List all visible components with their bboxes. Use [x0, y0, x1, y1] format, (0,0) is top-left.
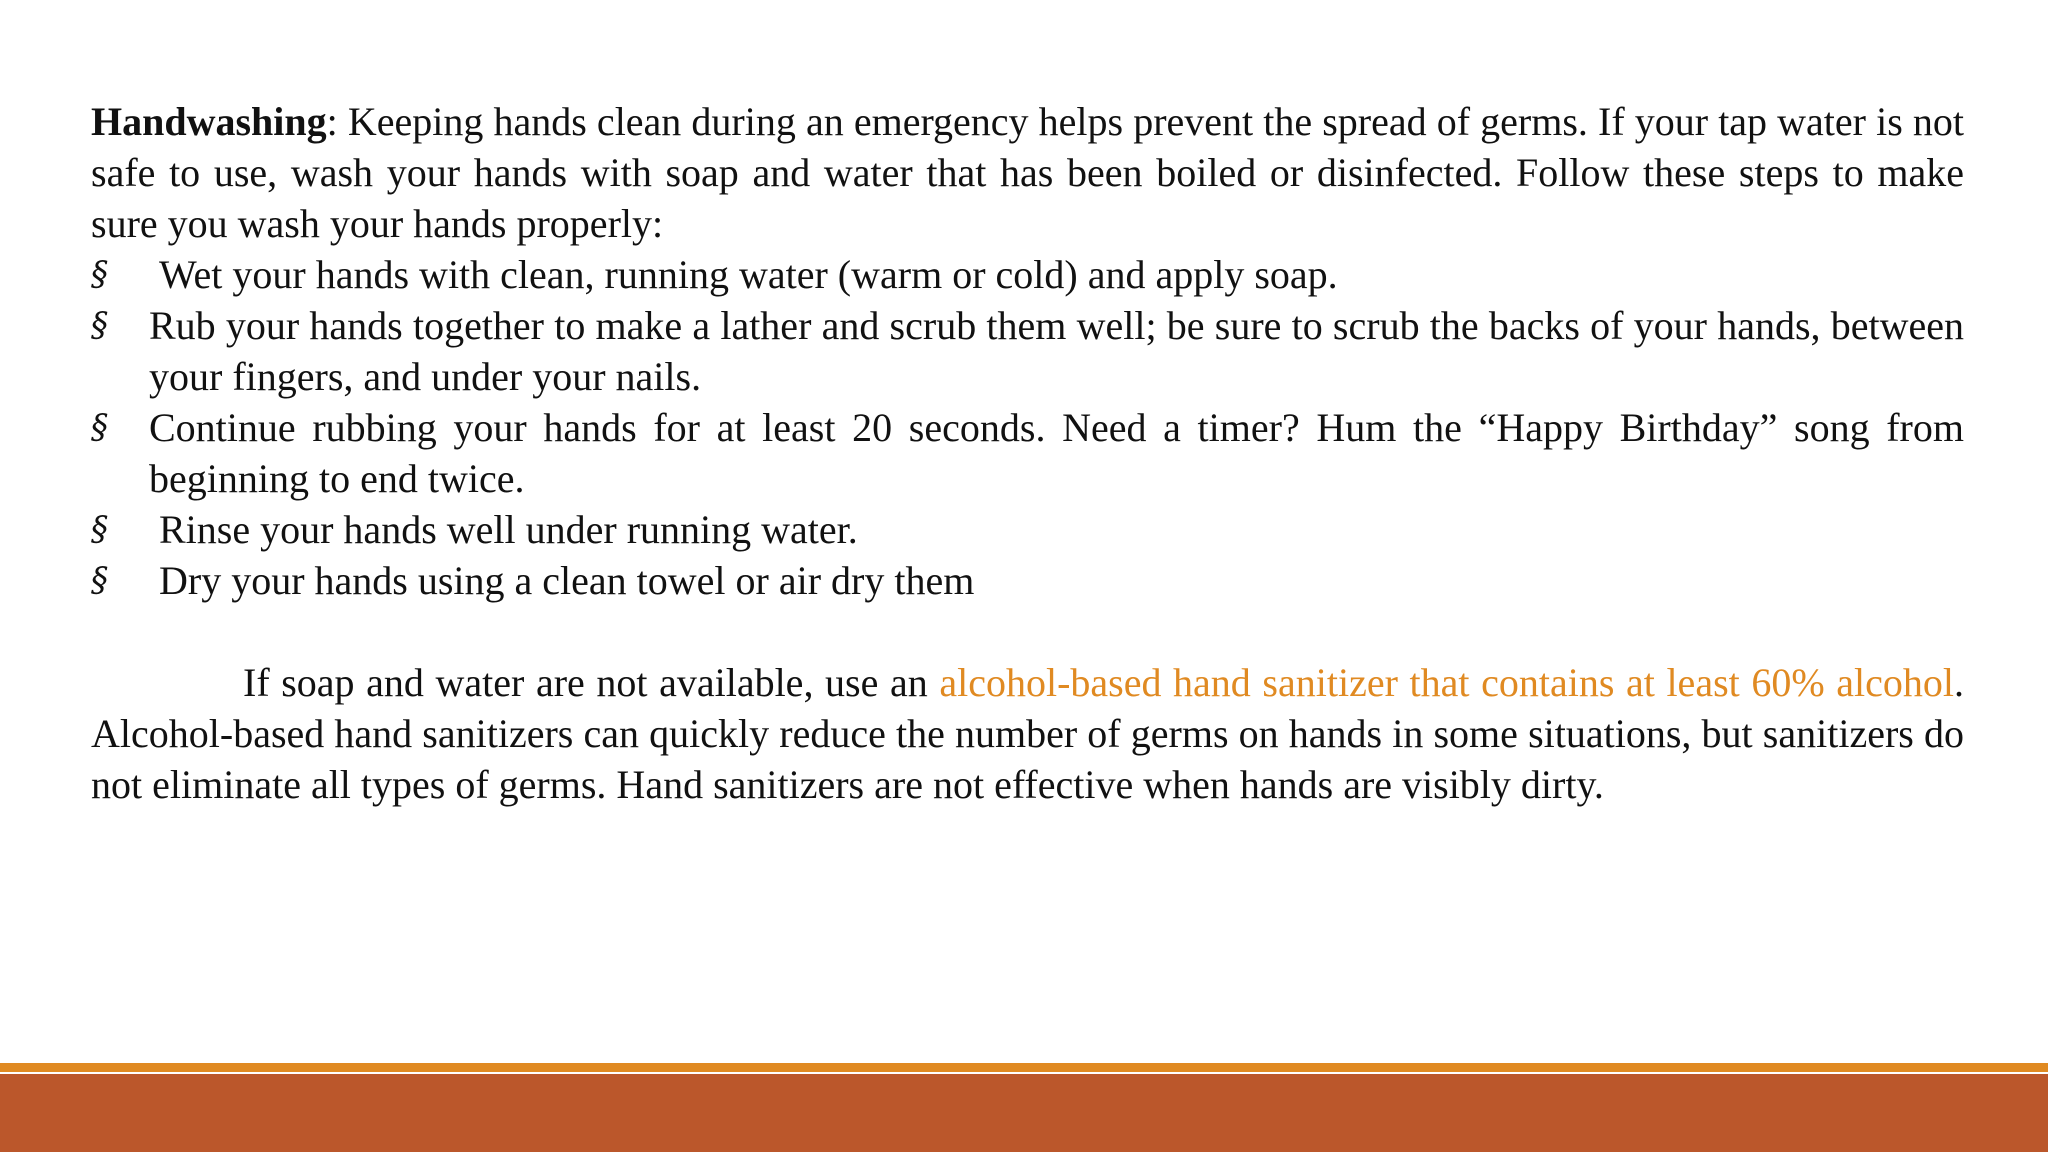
list-item — [91, 249, 1964, 300]
section-sign-icon: § — [91, 560, 108, 600]
section-sign-icon: § — [91, 407, 108, 447]
step-text: Rinse your hands well under running water. — [159, 507, 858, 552]
sanitizer-highlight: alcohol-based hand sanitizer that contains at least 60% alcohol — [939, 660, 1955, 705]
list-item — [91, 402, 1964, 504]
step-text: Rub your hands together to make a lather and scrub them well; be sure to scrub the backs of your hands, between your fingers, and under your nails. — [149, 303, 1964, 399]
slide-content — [91, 96, 1964, 810]
section-sign-icon: § — [91, 305, 108, 345]
list-item — [91, 300, 1964, 402]
footer-bar — [0, 1074, 2048, 1152]
list-item — [91, 504, 1964, 555]
sanitizer-before: If soap and water are not available, use an — [243, 660, 940, 705]
list-item — [91, 555, 1964, 606]
intro-paragraph — [91, 96, 1964, 249]
step-text: Wet your hands with clean, running water (warm or cold) and apply soap. — [159, 252, 1338, 297]
sanitizer-after: . Alcohol-based hand sanitizers can quickly reduce the number of germs on hands in some situations, but sanitizers do not eliminate all types of germs. Hand sanitizers are not effective when hands are visibly dirty. — [91, 660, 1965, 807]
step-text: Dry your hands using a clean towel or air dry them — [159, 558, 975, 603]
section-sign-icon: § — [91, 254, 108, 294]
footer-accent-line — [0, 1063, 2048, 1072]
sanitizer-paragraph — [91, 657, 1964, 810]
intro-text: : Keeping hands clean during an emergency helps prevent the spread of germs. If your tap water is not safe to use, wash your hands with soap and water that has been boiled or disinfected. Follow these steps to make sure you wash your hands properly: — [91, 99, 1964, 246]
section-sign-icon: § — [91, 509, 108, 549]
steps-list — [91, 249, 1964, 606]
step-text: Continue rubbing your hands for at least 20 seconds. Need a timer? Hum the “Happy Birthday” song from beginning to end twice. — [149, 405, 1964, 501]
spacer — [91, 606, 1964, 657]
intro-heading: Handwashing — [91, 99, 327, 144]
